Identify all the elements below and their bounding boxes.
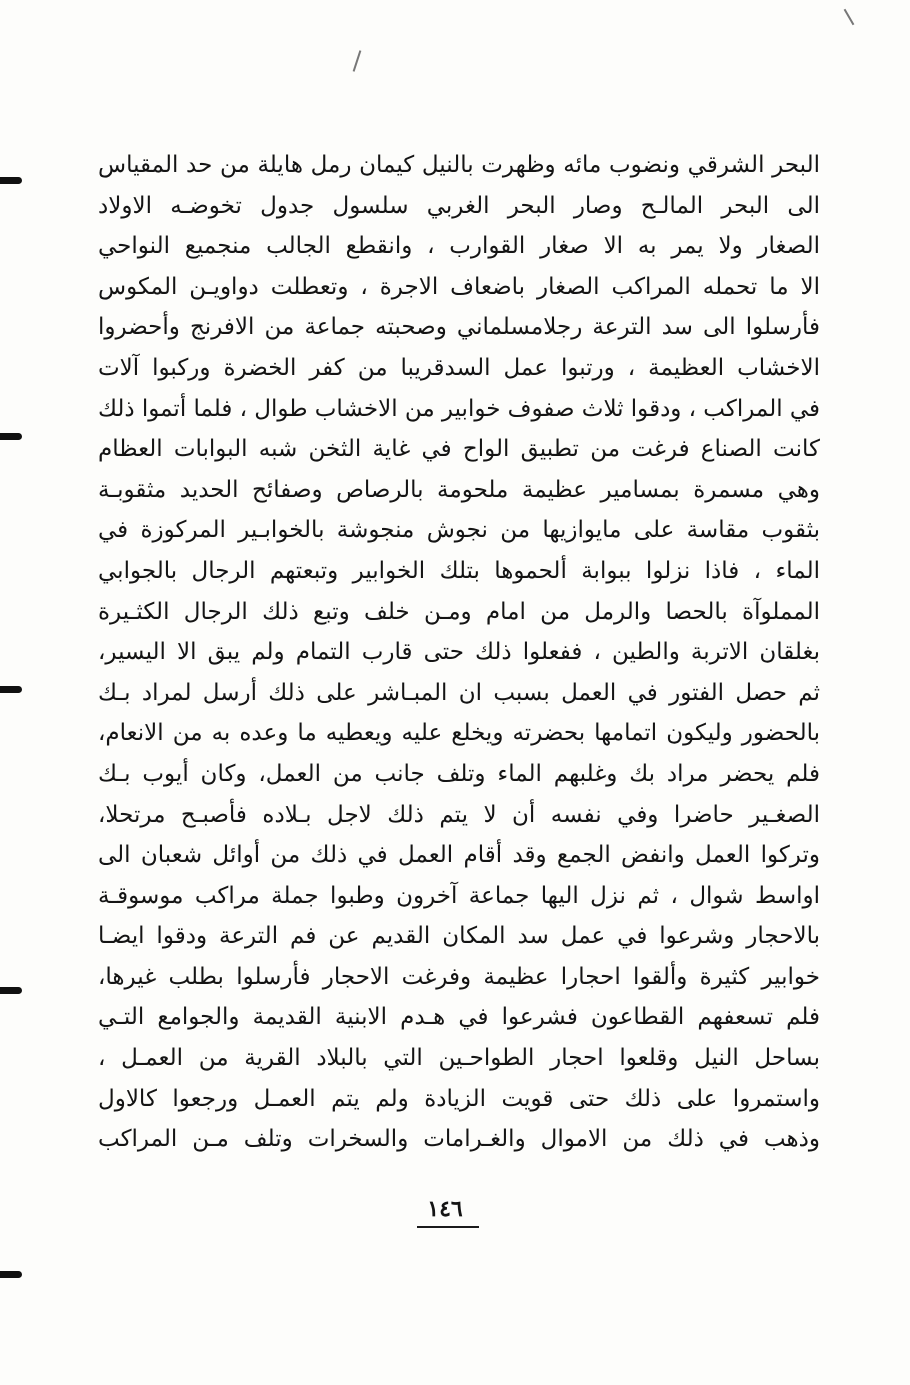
text-line: كانت الصناع فرغت من تطبيق الواح في غاية الثخن شبه البوابات العظام — [98, 436, 820, 463]
margin-tab-mark — [0, 433, 22, 440]
text-line: وتركوا العمل وانفض الجمع وقد أقام العمل في ذلك من أوائل شعبان الى — [98, 842, 820, 869]
scan-mark — [353, 50, 362, 72]
margin-tab-mark — [0, 686, 22, 693]
scan-mark — [844, 9, 855, 26]
text-line: الا ما تحمله المراكب الصغار باضعاف الاجرة ، وتعطلت دواويـن المكوس — [98, 273, 820, 300]
text-line: بثقوب مقاسة على مايوازيها من نجوش منجوشة بالخوابـير المركوزة في — [98, 517, 820, 544]
text-line: الاخشاب العظيمة ، ورتبوا عمل السدقريبا من كفر الخضرة وركبوا آلات — [98, 354, 820, 381]
text-line: بالحضور وليكون اتمامها بحضرته ويخلع عليه ويعطيه ما وعده به من الانعام، — [98, 720, 820, 747]
text-line: فلم تسعفهم القطاعون فشرعوا في هـدم الابنية القديمة والجوامع التـي — [98, 1004, 820, 1031]
text-line: فأرسلوا الى سد الترعة رجلامسلماني وصحبته جماعة من الافرنج وأحضروا — [98, 314, 820, 341]
page-number: ١٤٦ — [427, 1196, 463, 1222]
margin-tab-mark — [0, 1271, 22, 1278]
text-line: بساحل النيل وقلعوا احجار الطواحـين التي بالبلاد القرية من العمـل ، — [98, 1045, 820, 1072]
text-line: وهي مسمرة بمسامير عظيمة ملحومة بالرصاص وصفائح الحديد مثقوبـة — [98, 476, 820, 503]
text-line: بغلقان الاتربة والطين ، ففعلوا ذلك حتى قارب التمام ولم يبق الا اليسير، — [98, 639, 820, 666]
text-line: الماء ، فاذا نزلوا ببوابة ألحموها بتلك الخوابير وتبعتهم الرجال بالجوابي — [98, 557, 820, 584]
text-line: واستمروا على ذلك حتى قويت الزيادة ولم يتم العمـل ورجعوا كالاول — [98, 1085, 820, 1112]
page-number-underline — [417, 1226, 479, 1228]
body-text — [98, 145, 820, 1160]
text-line: اواسط شوال ، ثم نزل اليها جماعة آخرون وطبوا جملة مراكب موسوقـة — [98, 882, 820, 909]
text-line: وذهب في ذلك من الاموال والغـرامات والسخرات وتلف مـن المراكب — [98, 1126, 820, 1153]
text-line: فلم يحضر مراد بك وغلبهم الماء وتلف جانب من العمل، وكان أيوب بـك — [98, 760, 820, 787]
text-line: المملوآة بالحصا والرمل من امام ومـن خلف وتبع ذلك الرجال الكثـيرة — [98, 598, 820, 625]
text-line: الصغـير حاضرا وفي نفسه أن لا يتم ذلك لاجل بـلاده فأصبـح مرتحلا، — [98, 801, 820, 828]
text-line: البحر الشرقي ونضوب مائه وظهرت بالنيل كيمان رمل هايلة من حد المقياس — [98, 152, 820, 178]
text-line: خوابير كثيرة وألقوا احجارا عظيمة وفرغت الاحجار فأرسلوا بطلب غيرها، — [98, 963, 820, 990]
text-line: ثم حصل الفتور في العمل بسبب ان المبـاشر على ذلك أرسل لمراد بـك — [98, 679, 820, 706]
text-line: في المراكب ، ودقوا ثلاث صفوف خوابير من الاخشاب طوال ، فلما أتموا ذلك — [98, 395, 820, 422]
text-line: الى البحر المالـح وصار البحر الغربي سلسول جدول تخوضـه الاولاد — [98, 192, 820, 219]
margin-tab-mark — [0, 177, 22, 184]
text-line: بالاحجار وشرعوا في عمل سد المكان القديم عن فم الترعة ودقوا ايضـا — [98, 923, 820, 950]
text-line: الصغار ولا يمر به الا صغار القوارب ، وانقطع الجالب منجميع النواحي — [98, 233, 820, 260]
margin-tab-mark — [0, 987, 22, 994]
